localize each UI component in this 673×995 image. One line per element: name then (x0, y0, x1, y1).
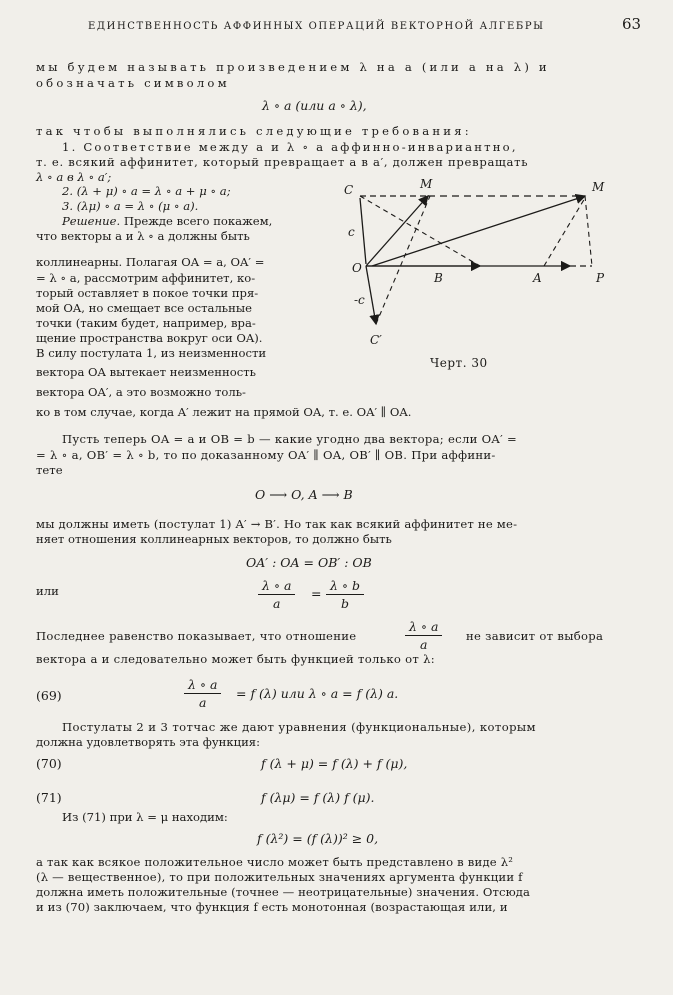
text-line-43: и из (70) заключаем, что функция f есть монотонная (возрастающая или, и (36, 900, 508, 914)
equals-sign: = (311, 586, 322, 601)
label-C-prime: C′ (370, 333, 382, 347)
solution-line-6: мой OA, но смещает все остальные (36, 301, 252, 315)
figure-30 (330, 176, 640, 376)
line-CB (360, 196, 480, 266)
solution-line-8: щение пространства вокруг оси OA). (36, 331, 263, 345)
line-CpM (376, 196, 430, 324)
solution-line-1: Решение. Прежде всего покажем, (62, 214, 273, 228)
text-line-26: мы должны иметь (постулат 1) A′ → B′. Но так как всякий аффинитет не ме- (36, 517, 518, 531)
solution-line-2: что векторы a и λ ∘ a должны быть (36, 229, 250, 243)
label-C: C (344, 183, 354, 197)
solution-label: Решение. (62, 214, 121, 228)
postulate-2: 2. (λ + μ) ∘ a = λ ∘ a + μ ∘ a; (62, 184, 231, 198)
page-number: 63 (622, 15, 642, 33)
text-line-24: тете (36, 463, 63, 477)
fraction-b: $\frac{\lambda \circ b}{b}$ (326, 578, 364, 611)
text-line-31b: не зависит от выбора (466, 629, 604, 643)
label-c: c (348, 225, 355, 239)
label-M2: M (592, 180, 605, 194)
text-line-4: так чтобы выполнялись следующие требования: (36, 124, 472, 138)
text-line-2: обозначать символом (36, 76, 230, 90)
text-line-34: Постулаты 2 и 3 тотчас же дают уравнения (функциональные), которым (62, 720, 536, 734)
postulate-3: 3. (λμ) ∘ a = λ ∘ (μ ∘ a). (62, 199, 199, 213)
solution-line-9: В силу постулата 1, из неизменности (36, 346, 267, 360)
solution-line-4: = λ ∘ a, рассмотрим аффинитет, ко- (36, 271, 256, 285)
definition-formula: λ ∘ a (или a ∘ λ), (262, 98, 367, 113)
square-formula: f (λ²) = (f (λ))² ≥ 0, (257, 831, 379, 846)
mapping-formula: O ⟶ O, A ⟶ B (255, 487, 353, 502)
vector-OM (366, 196, 428, 266)
text-line-29: или (36, 584, 59, 598)
solution-line-10: вектора OA вытекает неизменность (36, 365, 256, 379)
eq69-label: (69) (36, 688, 62, 703)
label-A: A (533, 271, 542, 285)
vector-minus-c (366, 266, 376, 324)
label-O: O (352, 261, 362, 275)
line-MP (585, 196, 592, 266)
running-header: ЕДИНСТВЕННОСТЬ АФФИННЫХ ОПЕРАЦИЙ ВЕКТОРНОЙ АЛГЕБРЫ (88, 21, 545, 32)
vector-c (360, 198, 366, 264)
label-B: B (434, 271, 443, 285)
figure-caption: Черт. 30 (430, 356, 488, 370)
text-line-41: (λ — вещественное), то при положительных значениях аргумента функции f (36, 870, 523, 884)
vector-OM2 (372, 196, 585, 266)
text-line-42: должна иметь положительные (точнее — неотрицательные) значения. Отсюда (36, 885, 531, 899)
text-line-23: = λ ∘ a, OB′ = λ ∘ b, то по доказанному OA′ ∥ OA, OB′ ∥ OB. При аффини- (36, 448, 496, 462)
text-line-27: няет отношения коллинеарных векторов, то должно быть (36, 532, 392, 546)
eq71: f (λμ) = f (λ) f (μ). (261, 790, 375, 805)
text-line-1: мы будем называть произведением λ на a (или a на λ) и (36, 60, 550, 74)
label-P: P (596, 271, 605, 285)
solution-line-7: точки (таким будет, например, вра- (36, 316, 256, 330)
text-line-22: Пусть теперь OA = a и OB = b — какие угодно два вектора; если OA′ = (62, 432, 518, 446)
solution-line-11: вектора OA′, а это возможно толь- (36, 385, 246, 399)
label-minus-c: -c (354, 293, 365, 307)
ratio-formula: OA′ : OA = OB′ : OB (246, 555, 372, 570)
text-line-7: λ ∘ a в λ ∘ a′; (36, 170, 112, 184)
text-line-38: Из (71) при λ = μ находим: (62, 810, 228, 824)
text-line-6: т. е. всякий аффинитет, который превращает a в a′, должен превращать (36, 155, 529, 169)
text-line-40: а так как всякое положительное число может быть представлено в виде λ² (36, 855, 514, 869)
eq69-rhs: = f (λ) или λ ∘ a = f (λ) a. (236, 686, 399, 701)
eq70-label: (70) (36, 756, 62, 771)
text-line-35: должна удовлетворять эта функция: (36, 735, 261, 749)
text-line-31a: Последнее равенство показывает, что отношение (36, 629, 357, 643)
eq71-label: (71) (36, 790, 62, 805)
postulate-1: 1. Соответствие между a и λ ∘ a аффинно-инвариантно, (62, 140, 518, 154)
line-AM (544, 198, 585, 266)
solution-line-3: коллинеарны. Полагая OA = a, OA′ = (36, 255, 265, 269)
text-line-32: вектора a и следовательно может быть функцией только от λ: (36, 652, 435, 666)
solution-line-12: ко в том случае, когда A′ лежит на прямой OA, т. е. OA′ ∥ OA. (36, 405, 412, 419)
solution-line-5: торый оставляет в покое точки пря- (36, 286, 259, 300)
eq70: f (λ + μ) = f (λ) + f (μ), (261, 756, 408, 771)
fraction-a: $\frac{\lambda \circ a}{a}$ (258, 578, 295, 611)
fraction-inline: $\frac{\lambda \circ a}{a}$ (405, 619, 442, 652)
label-M: M (420, 177, 433, 191)
fraction-69: $\frac{\lambda \circ a}{a}$ (184, 677, 221, 710)
